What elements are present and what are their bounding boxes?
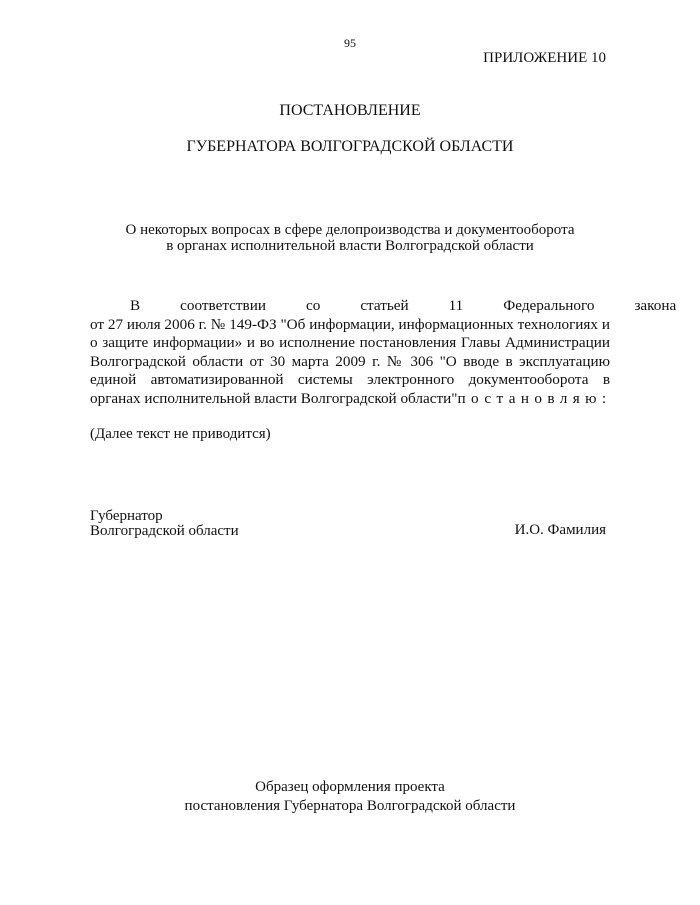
- body-line-5: единой автоматизированной системы электронного документооборота в: [90, 371, 610, 389]
- body-line-1: [90, 297, 677, 316]
- body-line-1-word: В: [130, 297, 141, 314]
- resolution-word: постановляю:: [457, 389, 612, 407]
- body-line-1-word: статьей: [360, 297, 409, 314]
- caption-line-2: постановления Губернатора Волгоградской области: [184, 798, 516, 814]
- document-subject: [0, 222, 700, 254]
- page-number: 95: [344, 36, 356, 50]
- document-authority: ГУБЕРНАТОРА ВОЛГОГРАДСКОЙ ОБЛАСТИ: [186, 138, 514, 155]
- body-line-1-word: Федерального: [503, 297, 595, 314]
- sample-caption: [0, 778, 700, 816]
- signer-title: [90, 509, 239, 539]
- subject-line-1: О некоторых вопросах в сфере делопроизводства и документооборота: [125, 222, 575, 238]
- body-line-6-start: органах исполнительной власти Волгоградской области": [90, 389, 458, 407]
- appendix-label: ПРИЛОЖЕНИЕ 10: [483, 50, 606, 66]
- signer-title-line-1: Губернатор: [90, 508, 163, 524]
- signer-name: И.О. Фамилия: [514, 522, 606, 538]
- body-line-2: от 27 июля 2006 г. № 149-ФЗ "Об информации, информационных технологиях и: [90, 315, 610, 333]
- body-line-6: [90, 390, 610, 409]
- document-title: ПОСТАНОВЛЕНИЕ: [279, 102, 421, 119]
- caption-line-1: Образец оформления проекта: [255, 779, 445, 795]
- body-line-1-words: [90, 297, 677, 316]
- body-line-4: Волгоградской области от 30 марта 2009 г. № 306 "О вводе в эксплуатацию: [90, 352, 610, 370]
- omitted-text-note: (Далее текст не приводится): [90, 426, 271, 442]
- body-line-1-word: со: [305, 297, 321, 314]
- body-line-1-word: соответствии: [180, 297, 266, 314]
- body-line-1-word: закона: [634, 297, 677, 314]
- body-line-3: о защите информации» и во исполнение постановления Главы Администрации: [90, 334, 610, 352]
- subject-line-2: в органах исполнительной власти Волгоградской области: [166, 238, 534, 254]
- body-paragraph: [90, 297, 677, 409]
- body-line-1-word: 11: [448, 297, 464, 314]
- signer-title-line-2: Волгоградской области: [90, 523, 239, 539]
